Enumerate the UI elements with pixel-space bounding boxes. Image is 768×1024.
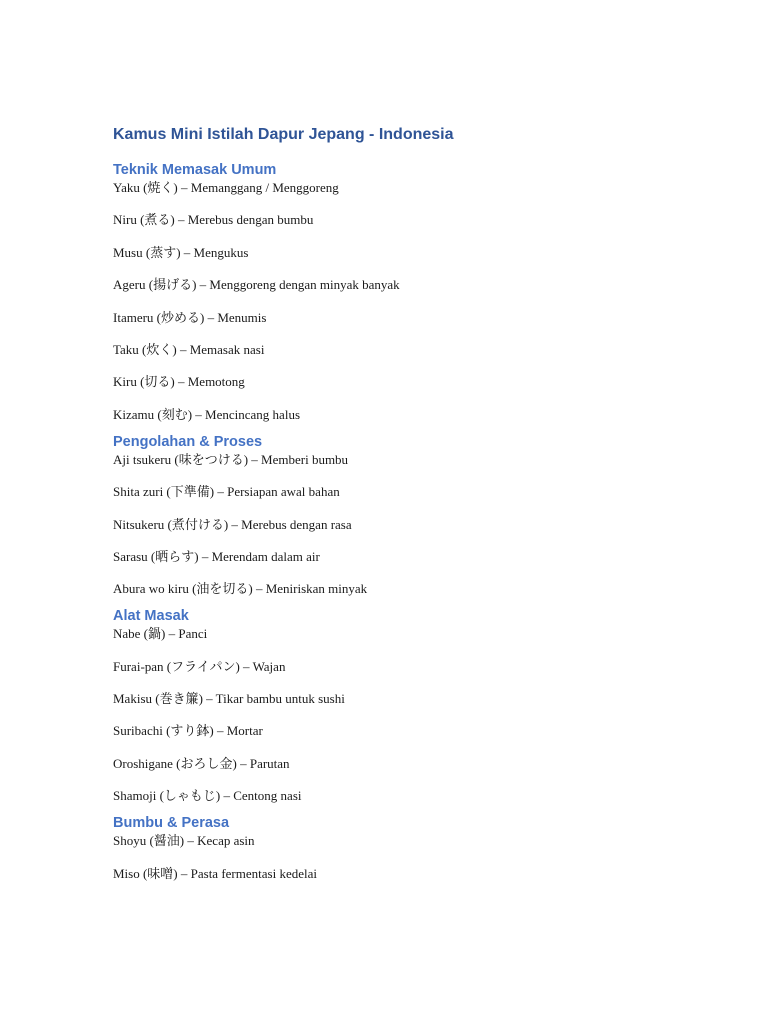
term-item: Nitsukeru (煮付ける) – Merebus dengan rasa (113, 516, 352, 532)
term-item: Makisu (巻き簾) – Tikar bambu untuk sushi (113, 691, 345, 707)
term-item: Musu (蒸す) – Mengukus (113, 244, 249, 260)
document-page (113, 124, 713, 891)
term-item: Shamoji (しゃもじ) – Centong nasi (113, 788, 302, 804)
term-item: Sarasu (晒らす) – Merendam dalam air (113, 548, 320, 564)
term-item: Furai-pan (フライパン) – Wajan (113, 658, 286, 674)
term-list (113, 180, 713, 423)
term-list (113, 452, 713, 598)
term-item: Miso (味噌) – Pasta fermentasi kedelai (113, 865, 317, 881)
term-item: Kiru (切る) – Memotong (113, 374, 245, 390)
term-item: Shita zuri (下準備) – Persiapan awal bahan (113, 484, 340, 500)
section-heading: Alat Masak (113, 608, 189, 625)
section-pengolahan-proses (113, 432, 713, 598)
term-item: Ageru (揚げる) – Menggoreng dengan minyak banyak (113, 277, 400, 293)
section-heading: Teknik Memasak Umum (113, 162, 277, 178)
term-item: Suribachi (すり鉢) – Mortar (113, 723, 263, 739)
section-teknik-memasak-umum (113, 160, 713, 423)
term-item: Itameru (炒める) – Menumis (113, 309, 267, 325)
section-heading: Pengolahan & Proses (113, 433, 263, 450)
document-title: Kamus Mini Istilah Dapur Jepang - Indonesia (113, 126, 454, 143)
term-item: Oroshigane (おろし金) – Parutan (113, 755, 290, 771)
term-item: Kizamu (刻む) – Mencincang halus (113, 406, 301, 422)
term-item: Abura wo kiru (油を切る) – Meniriskan minyak (113, 581, 368, 597)
section-alat-masak (113, 606, 713, 804)
term-item: Niru (煮る) – Merebus dengan bumbu (113, 212, 314, 228)
term-item: Taku (炊く) – Memasak nasi (113, 341, 265, 357)
term-item: Shoyu (醤油) – Kecap asin (113, 833, 255, 849)
term-item: Yaku (焼く) – Memanggang / Menggoreng (113, 180, 339, 195)
term-item: Aji tsukeru (味をつける) – Memberi bumbu (113, 451, 349, 467)
term-item: Nabe (鍋) – Panci (113, 626, 208, 642)
term-list (113, 833, 713, 881)
section-heading: Bumbu & Perasa (113, 815, 230, 832)
term-list (113, 626, 713, 804)
section-bumbu-perasa (113, 813, 713, 881)
